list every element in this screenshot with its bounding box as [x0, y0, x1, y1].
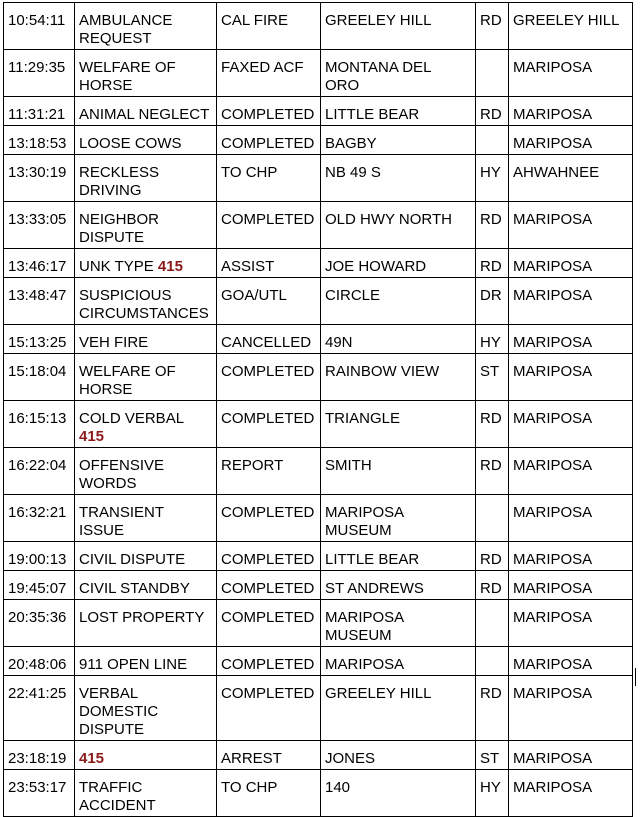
street-suffix-text: RD: [480, 258, 502, 275]
street-suffix-text: HY: [480, 779, 501, 796]
disposition-cell: [217, 97, 321, 126]
city-text: MARIPOSA: [513, 363, 593, 380]
incident-text: WELFARE OF HORSE: [79, 363, 176, 398]
incident-text: AMBULANCE REQUEST: [79, 12, 173, 47]
street-suffix-text: ST: [480, 750, 500, 767]
location-text: MARIPOSA: [325, 656, 405, 673]
incident-cell: [75, 3, 217, 50]
time-text: 20:48:06: [8, 656, 67, 673]
city-text: MARIPOSA: [513, 457, 593, 474]
incident-cell: [75, 571, 217, 600]
location-text: GREELEY HILL: [325, 12, 432, 29]
incident-cell: [75, 676, 217, 741]
time-text: 10:54:11: [8, 12, 66, 29]
city-cell: [509, 495, 633, 542]
time-cell: [4, 3, 75, 50]
incident-text: 911 OPEN LINE: [79, 656, 188, 673]
incident-text: OFFENSIVE WORDS: [79, 457, 165, 492]
city-text: MARIPOSA: [513, 334, 593, 351]
incident-text: UNK TYPE: [79, 258, 158, 275]
time-cell: [4, 97, 75, 126]
disposition-text: COMPLETED: [221, 211, 315, 228]
street-suffix-text: RD: [480, 410, 502, 427]
location-text: NB 49 S: [325, 164, 381, 181]
city-cell: [509, 97, 633, 126]
location-cell: [321, 50, 476, 97]
street-suffix-text: RD: [480, 12, 502, 29]
time-text: 13:46:17: [8, 258, 67, 275]
city-text: MARIPOSA: [513, 551, 593, 568]
incident-text: COLD VERBAL: [79, 410, 185, 427]
city-cell: [509, 647, 633, 676]
table-row: [4, 155, 633, 202]
location-cell: [321, 770, 476, 817]
street-suffix-cell: [476, 770, 509, 817]
city-text: MARIPOSA: [513, 211, 593, 228]
dispatch-log-table: [3, 2, 633, 817]
location-cell: [321, 401, 476, 448]
location-text: SMITH: [325, 457, 372, 474]
incident-cell: [75, 202, 217, 249]
location-cell: [321, 676, 476, 741]
dispatch-log-body: [4, 3, 633, 817]
street-suffix-cell: [476, 97, 509, 126]
disposition-cell: [217, 600, 321, 647]
disposition-text: CAL FIRE: [221, 12, 288, 29]
location-cell: [321, 354, 476, 401]
city-cell: [509, 448, 633, 495]
table-row: [4, 354, 633, 401]
street-suffix-text: RD: [480, 551, 502, 568]
time-text: 16:22:04: [8, 457, 67, 474]
city-text: MARIPOSA: [513, 750, 593, 767]
street-suffix-cell: [476, 354, 509, 401]
city-cell: [509, 600, 633, 647]
incident-cell: [75, 647, 217, 676]
incident-cell: [75, 249, 217, 278]
disposition-text: COMPLETED: [221, 580, 315, 597]
incident-text: SUSPICIOUS CIRCUMSTANCES: [79, 287, 209, 322]
table-row: [4, 448, 633, 495]
location-text: GREELEY HILL: [325, 685, 432, 702]
time-text: 13:18:53: [8, 135, 67, 152]
incident-text: NEIGHBOR DISPUTE: [79, 211, 160, 246]
location-cell: [321, 647, 476, 676]
disposition-cell: [217, 571, 321, 600]
disposition-text: COMPLETED: [221, 504, 315, 521]
street-suffix-cell: [476, 50, 509, 97]
table-row: [4, 542, 633, 571]
incident-text: ANIMAL NEGLECT: [79, 106, 210, 123]
incident-cell: [75, 495, 217, 542]
city-text: MARIPOSA: [513, 106, 593, 123]
street-suffix-cell: [476, 495, 509, 542]
location-text: LITTLE BEAR: [325, 106, 420, 123]
location-text: MARIPOSA MUSEUM: [325, 504, 405, 539]
incident-text: RECKLESS DRIVING: [79, 164, 160, 199]
disposition-cell: [217, 647, 321, 676]
city-cell: [509, 202, 633, 249]
disposition-cell: [217, 50, 321, 97]
table-row: [4, 770, 633, 817]
incident-text: VERBAL DOMESTIC DISPUTE: [79, 685, 159, 738]
time-text: 11:31:21: [8, 106, 66, 123]
city-cell: [509, 278, 633, 325]
street-suffix-cell: [476, 202, 509, 249]
time-cell: [4, 448, 75, 495]
street-suffix-text: RD: [480, 580, 502, 597]
city-cell: [509, 325, 633, 354]
time-cell: [4, 50, 75, 97]
street-suffix-cell: [476, 600, 509, 647]
table-row: [4, 571, 633, 600]
disposition-text: ASSIST: [221, 258, 275, 275]
incident-cell: [75, 278, 217, 325]
city-cell: [509, 126, 633, 155]
incident-cell: [75, 155, 217, 202]
table-row: [4, 495, 633, 542]
time-text: 23:53:17: [8, 779, 67, 796]
location-cell: [321, 495, 476, 542]
disposition-cell: [217, 401, 321, 448]
city-text: MARIPOSA: [513, 779, 593, 796]
disposition-text: CANCELLED: [221, 334, 312, 351]
time-text: 11:29:35: [8, 59, 66, 76]
street-suffix-text: HY: [480, 164, 501, 181]
disposition-cell: [217, 249, 321, 278]
disposition-cell: [217, 202, 321, 249]
city-text: MARIPOSA: [513, 656, 593, 673]
table-row: [4, 3, 633, 50]
incident-text: CIVIL DISPUTE: [79, 551, 186, 568]
street-suffix-cell: [476, 448, 509, 495]
location-text: JONES: [325, 750, 376, 767]
city-cell: [509, 571, 633, 600]
location-text: JOE HOWARD: [325, 258, 427, 275]
location-text: MONTANA DEL ORO: [325, 59, 432, 94]
city-text: GREELEY HILL: [513, 12, 620, 29]
time-text: 19:45:07: [8, 580, 67, 597]
incident-cell: [75, 770, 217, 817]
time-text: 13:30:19: [8, 164, 67, 181]
street-suffix-cell: [476, 3, 509, 50]
incident-code-badge: 415: [157, 258, 183, 275]
street-suffix-cell: [476, 741, 509, 770]
location-cell: [321, 741, 476, 770]
location-cell: [321, 126, 476, 155]
table-row: [4, 97, 633, 126]
city-text: MARIPOSA: [513, 609, 593, 626]
page-edge-mark: [635, 668, 636, 686]
time-cell: [4, 770, 75, 817]
table-row: [4, 278, 633, 325]
incident-cell: [75, 448, 217, 495]
street-suffix-cell: [476, 249, 509, 278]
incident-cell: [75, 401, 217, 448]
incident-text: CIVIL STANDBY: [79, 580, 190, 597]
time-cell: [4, 401, 75, 448]
table-row: [4, 741, 633, 770]
table-row: [4, 50, 633, 97]
location-text: OLD HWY NORTH: [325, 211, 452, 228]
location-cell: [321, 249, 476, 278]
time-cell: [4, 600, 75, 647]
disposition-cell: [217, 770, 321, 817]
disposition-text: COMPLETED: [221, 135, 315, 152]
incident-cell: [75, 600, 217, 647]
table-row: [4, 202, 633, 249]
location-cell: [321, 3, 476, 50]
table-row: [4, 647, 633, 676]
time-cell: [4, 741, 75, 770]
city-text: MARIPOSA: [513, 59, 593, 76]
city-text: MARIPOSA: [513, 685, 593, 702]
disposition-text: COMPLETED: [221, 410, 315, 427]
city-text: MARIPOSA: [513, 410, 593, 427]
disposition-cell: [217, 3, 321, 50]
time-cell: [4, 202, 75, 249]
street-suffix-text: RD: [480, 211, 502, 228]
street-suffix-cell: [476, 676, 509, 741]
city-text: MARIPOSA: [513, 580, 593, 597]
time-cell: [4, 155, 75, 202]
time-cell: [4, 126, 75, 155]
city-cell: [509, 741, 633, 770]
disposition-cell: [217, 495, 321, 542]
time-cell: [4, 647, 75, 676]
time-cell: [4, 354, 75, 401]
incident-code-badge: 415: [79, 750, 105, 767]
location-cell: [321, 97, 476, 126]
incident-cell: [75, 542, 217, 571]
time-text: 16:15:13: [8, 410, 67, 427]
disposition-cell: [217, 741, 321, 770]
time-text: 15:18:04: [8, 363, 67, 380]
city-text: MARIPOSA: [513, 504, 593, 521]
incident-text: LOOSE COWS: [79, 135, 182, 152]
street-suffix-cell: [476, 325, 509, 354]
disposition-text: COMPLETED: [221, 106, 315, 123]
disposition-text: COMPLETED: [221, 609, 315, 626]
city-cell: [509, 155, 633, 202]
incident-text: LOST PROPERTY: [79, 609, 205, 626]
city-cell: [509, 770, 633, 817]
time-cell: [4, 542, 75, 571]
time-text: 15:13:25: [8, 334, 67, 351]
street-suffix-text: RD: [480, 106, 502, 123]
city-text: MARIPOSA: [513, 287, 593, 304]
city-text: MARIPOSA: [513, 135, 593, 152]
disposition-text: GOA/UTL: [221, 287, 287, 304]
disposition-cell: [217, 676, 321, 741]
incident-cell: [75, 354, 217, 401]
incident-text: VEH FIRE: [79, 334, 149, 351]
location-cell: [321, 571, 476, 600]
location-cell: [321, 600, 476, 647]
incident-code-badge: 415: [79, 428, 105, 445]
table-row: [4, 325, 633, 354]
time-text: 13:33:05: [8, 211, 67, 228]
location-text: MARIPOSA MUSEUM: [325, 609, 405, 644]
disposition-text: COMPLETED: [221, 685, 315, 702]
incident-cell: [75, 126, 217, 155]
city-text: AHWAHNEE: [513, 164, 600, 181]
time-text: 20:35:36: [8, 609, 67, 626]
location-cell: [321, 448, 476, 495]
location-text: CIRCLE: [325, 287, 381, 304]
disposition-text: FAXED ACF: [221, 59, 304, 76]
time-cell: [4, 676, 75, 741]
location-cell: [321, 278, 476, 325]
location-cell: [321, 542, 476, 571]
city-text: MARIPOSA: [513, 258, 593, 275]
disposition-text: REPORT: [221, 457, 284, 474]
disposition-cell: [217, 325, 321, 354]
incident-cell: [75, 325, 217, 354]
location-text: 49N: [325, 334, 353, 351]
location-text: TRIANGLE: [325, 410, 401, 427]
time-text: 22:41:25: [8, 685, 67, 702]
time-cell: [4, 278, 75, 325]
incident-text: TRAFFIC ACCIDENT: [79, 779, 156, 814]
street-suffix-cell: [476, 126, 509, 155]
incident-cell: [75, 97, 217, 126]
disposition-cell: [217, 278, 321, 325]
city-cell: [509, 542, 633, 571]
location-text: BAGBY: [325, 135, 377, 152]
street-suffix-text: HY: [480, 334, 501, 351]
disposition-cell: [217, 448, 321, 495]
street-suffix-cell: [476, 542, 509, 571]
incident-text: TRANSIENT ISSUE: [79, 504, 165, 539]
time-cell: [4, 325, 75, 354]
street-suffix-cell: [476, 155, 509, 202]
incident-cell: [75, 741, 217, 770]
disposition-text: TO CHP: [221, 164, 278, 181]
street-suffix-text: ST: [480, 363, 500, 380]
street-suffix-cell: [476, 647, 509, 676]
disposition-cell: [217, 155, 321, 202]
table-row: [4, 676, 633, 741]
disposition-text: COMPLETED: [221, 363, 315, 380]
table-row: [4, 401, 633, 448]
disposition-text: ARREST: [221, 750, 282, 767]
street-suffix-cell: [476, 401, 509, 448]
city-cell: [509, 249, 633, 278]
incident-cell: [75, 50, 217, 97]
time-cell: [4, 495, 75, 542]
time-cell: [4, 571, 75, 600]
street-suffix-text: RD: [480, 457, 502, 474]
disposition-cell: [217, 126, 321, 155]
table-row: [4, 126, 633, 155]
city-cell: [509, 401, 633, 448]
location-text: RAINBOW VIEW: [325, 363, 440, 380]
time-text: 16:32:21: [8, 504, 67, 521]
disposition-cell: [217, 354, 321, 401]
street-suffix-text: RD: [480, 685, 502, 702]
city-cell: [509, 3, 633, 50]
time-cell: [4, 249, 75, 278]
time-text: 19:00:13: [8, 551, 67, 568]
location-cell: [321, 202, 476, 249]
disposition-cell: [217, 542, 321, 571]
street-suffix-cell: [476, 571, 509, 600]
disposition-text: COMPLETED: [221, 551, 315, 568]
street-suffix-cell: [476, 278, 509, 325]
location-cell: [321, 155, 476, 202]
city-cell: [509, 354, 633, 401]
incident-text: WELFARE OF HORSE: [79, 59, 176, 94]
table-row: [4, 600, 633, 647]
location-text: ST ANDREWS: [325, 580, 424, 597]
street-suffix-text: DR: [480, 287, 502, 304]
city-cell: [509, 50, 633, 97]
disposition-text: TO CHP: [221, 779, 278, 796]
disposition-text: COMPLETED: [221, 656, 315, 673]
city-cell: [509, 676, 633, 741]
location-cell: [321, 325, 476, 354]
time-text: 13:48:47: [8, 287, 67, 304]
table-row: [4, 249, 633, 278]
location-text: LITTLE BEAR: [325, 551, 420, 568]
location-text: 140: [325, 779, 351, 796]
time-text: 23:18:19: [8, 750, 67, 767]
